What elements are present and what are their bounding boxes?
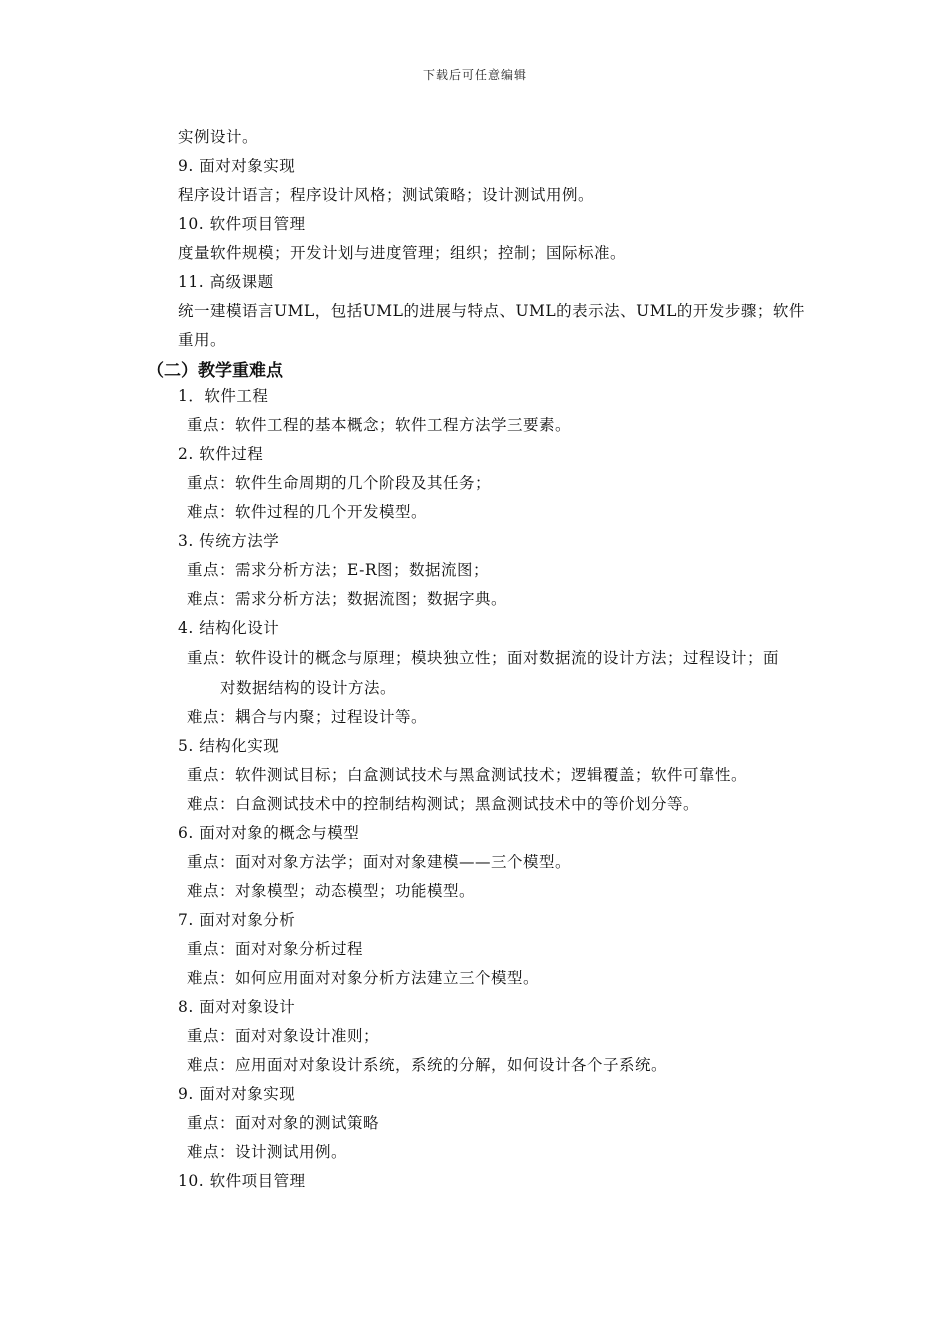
difficult-point: 难点：设计测试用例。 (187, 1143, 348, 1161)
list-item-title: 5. 结构化实现 (178, 737, 280, 755)
list-item-title: 10. 软件项目管理 (178, 215, 306, 233)
paragraph-line: 程序设计语言；程序设计风格；测试策略；设计测试用例。 (178, 186, 595, 204)
paragraph-line: 度量软件规模；开发计划与进度管理；组织；控制；国际标准。 (178, 244, 627, 262)
paragraph-line: 实例设计。 (178, 128, 259, 146)
list-item-title: 6. 面对对象的概念与模型 (178, 824, 360, 842)
list-item-title: 1．软件工程 (178, 387, 269, 405)
key-point: 重点：软件工程的基本概念；软件工程方法学三要素。 (187, 416, 572, 434)
key-point: 重点：面对对象设计准则； (187, 1027, 380, 1045)
difficult-point: 难点：如何应用面对对象分析方法建立三个模型。 (187, 969, 540, 987)
list-item-title: 4. 结构化设计 (178, 619, 280, 637)
key-point: 重点：面对对象方法学；面对对象建模——三个模型。 (187, 853, 572, 871)
key-point: 重点：面对对象分析过程 (187, 940, 364, 958)
list-item-title: 2. 软件过程 (178, 445, 264, 463)
key-point: 重点：软件生命周期的几个阶段及其任务； (187, 474, 492, 492)
list-item-title: 10. 软件项目管理 (178, 1172, 306, 1190)
key-point-continued: 对数据结构的设计方法。 (220, 679, 397, 697)
list-item-title: 7. 面对对象分析 (178, 911, 296, 929)
section-heading: （二）教学重难点 (147, 361, 283, 381)
key-point: 重点：面对对象的测试策略 (187, 1114, 380, 1132)
list-item-title: 11. 高级课题 (178, 273, 274, 291)
difficult-point: 难点：应用面对对象设计系统，系统的分解，如何设计各个子系统。 (187, 1056, 668, 1074)
difficult-point: 难点：需求分析方法；数据流图；数据字典。 (187, 590, 508, 608)
paragraph-line: 统一建模语言UML，包括UML的进展与特点、UML的表示法、UML的开发步骤；软件重用。 (178, 302, 805, 349)
list-item-title: 3. 传统方法学 (178, 532, 280, 550)
list-item-title: 8. 面对对象设计 (178, 998, 296, 1016)
key-point: 重点：软件设计的概念与原理；模块独立性；面对数据流的设计方法；过程设计；面 (187, 649, 780, 667)
page-header: 下载后可任意编辑 (422, 68, 527, 82)
key-point: 重点：需求分析方法；E-R图；数据流图； (187, 561, 490, 579)
difficult-point: 难点：软件过程的几个开发模型。 (187, 503, 428, 521)
list-item-title: 9. 面对对象实现 (178, 1085, 296, 1103)
difficult-point: 难点：白盒测试技术中的控制结构测试；黑盒测试技术中的等价划分等。 (187, 795, 700, 813)
list-item-title: 9. 面对对象实现 (178, 157, 296, 175)
difficult-point: 难点：耦合与内聚；过程设计等。 (187, 708, 428, 726)
key-point: 重点：软件测试目标；白盒测试技术与黑盒测试技术；逻辑覆盖；软件可靠性。 (187, 766, 748, 784)
difficult-point: 难点：对象模型；动态模型；功能模型。 (187, 882, 476, 900)
